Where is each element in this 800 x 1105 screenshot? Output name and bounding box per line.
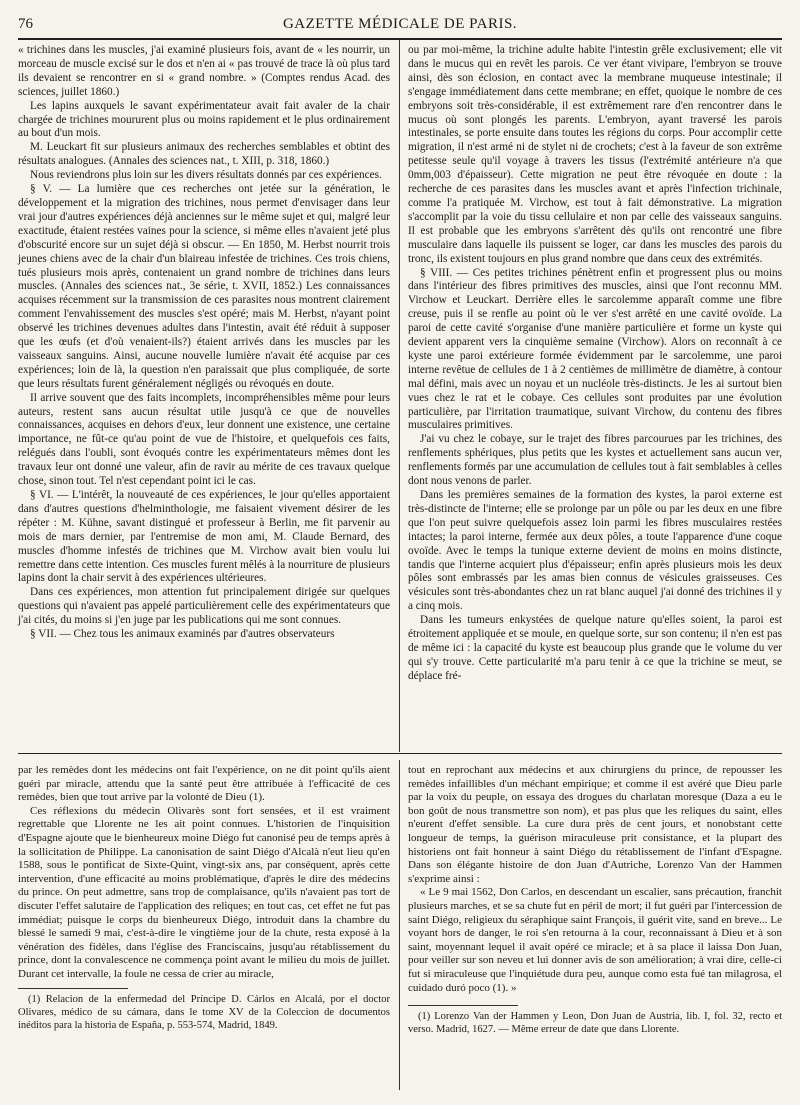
footnote-rule [408,1005,518,1006]
paragraph: Dans ces expériences, mon attention fut principalement dirigée sur quelques questions qui n'avaient pas appelé particulièrement celle des expérimentateurs que j'ai cités, du moins si j'en juge par les publications qui me sont connues. [18,586,390,627]
paragraph: par les remèdes dont les médecins ont fait l'expérience, on ne dit point qu'ils aient guéri par miracle, attendu que la santé peut être attribuée à l'efficacité de ces remèdes, bien que tout arrive par la volonté de Dieu (1). [18,764,390,804]
column-right-upper [408,44,782,684]
paragraph: § V. — La lumière que ces recherches ont jetée sur la génération, le développement et la migration des trichines, nous permet d'envisager dans leur vrai jour d'autres expériences déjà anciennes sur le même sujet et qui, malgré leur exactitude, étaient restées vaines pour la science, si même elles n'avaient jeté plus d'obscurité encore sur un sujet déjà si obscur. — En 1850, M. Herbst nourrit trois jeunes chiens avec de la chair d'un blaireau infestée de trichines. Ces trois chiens, tués plusieurs mois après, contenaient un grand nombre de trichines dans leurs muscles. (Annales des sciences nat., 3e série, t. XVII, 1852.) Les connaissances acquises récemment sur la transmission de ces parasites nous montrent clairement comment l'envahissement des muscles s'est opéré; mais M. Herbst, n'ayant point observé les trichines devenues adultes dans l'intestin, avait été réduit à supposer que les œufs (et d'où venaient-ils?) étaient arrivés dans les muscles par les vaisseaux sanguins. Ainsi, aucune nouvelle lumière n'avait été acquise par ces expériences; loin de là, la question n'en paraissait que plus compliquée, de sorte que leurs résultats furent généralement négligés ou révoqués en doute. [18,183,390,390]
paragraph: Dans les premières semaines de la formation des kystes, la paroi externe est très-distincte de l'interne; elle se prolonge par un pôle ou par les deux en une fibre que l'on peut suivre quelquefois assez loin parmi les fibres musculaires restées intactes; la paroi interne, fermée aux deux pôles, a toute l'apparence d'une coque ovoïde. Avec le temps la tunique externe devient de moins en moins distincte, tandis que l'interne acquiert plus d'épaisseur; enfin après plusieurs mois les deux pôles sont embrassés par les amas bien connus de vésicules graisseuses. Ces vésicules sont très-abondantes chez un rat blanc auquel j'ai donné des trichines il y a cinq mois. [408,489,782,613]
paragraph: Les lapins auxquels le savant expérimentateur avait fait avaler de la chair chargée de trichines moururent plus ou moins rapidement et le plus ordinairement au bout d'un mois. [18,99,390,140]
paragraph: Il arrive souvent que des faits incomplets, incompréhensibles même pour leurs auteurs, restent sans aucun résultat utile jusqu'à ce que de nouvelles connaissances, acquises en dehors d'eux, leur donnent une existence, une certaine importance, ne fût-ce qu'au point de vue de l'histoire, et quelquefois ces faits, relégués dans l'oubli, sont évoqués contre les expérimentateurs mêmes dont les travaux leur ont donné une valeur, afin de ravir au mérite de ces travaux quelque chose, sinon tout. Tel n'est cependant point ici le cas. [18,391,390,488]
footnote-text: (1) Lorenzo Van der Hammen y Leon, Don Juan de Austria, lib. I, fol. 32, recto et verso. Madrid, 1627. — Même erreur de date que dans Llorente. [408,1011,782,1036]
column-right-lower [408,764,782,1036]
column-left-lower [18,764,390,1032]
column-divider [399,40,400,752]
paragraph: M. Leuckart fit sur plusieurs animaux des recherches semblables et obtint des résultats analogues. (Annales des sciences nat., t. XIII, p. 318, 1860.) [18,141,390,168]
paragraph: tout en reprochant aux médecins et aux chirurgiens du prince, de repousser les remèdes infaillibles d'un méchant empirique; et comme il est avéré que Dieu parle par la voix du peuple, on essaya des drogues du charlatan moresque (Daza a eu le bon goût de nous transmettre son nom), et pas plus que les reliques du saint, elles n'eurent d'effet sensible. La cure dura près de cent jours, et nonobstant cette longueur de temps, la guérison miraculeuse prit consistance, et la plupart des historiens ont fait honneur à saint Diégo du rétablissement de l'infant d'Espagne. Dans son élégante histoire de don Juan d'Autriche, Lorenzo Van der Hammen s'exprime ainsi : [408,764,782,885]
paragraph: § VI. — L'intérêt, la nouveauté de ces expériences, le jour qu'elles apportaient dans d'autres questions d'helminthologie, me faisaient vivement désirer de les répéter : M. Kühne, savant distingué et professeur à Berlin, me fit parvenir au mois de mars dernier, par l'entremise de mon ami, M. Claude Bernard, des muscles d'homme infestés de trichines que M. Virchow avait bien voulu lui remettre dans cette intention. Ces muscles furent mêlés à la nourriture de plusieurs lapins dont la chair servit à des expériences ultérieures. [18,489,390,585]
paragraph: « trichines dans les muscles, j'ai examiné plusieurs fois, avant de « les nourrir, un morceau de muscle excisé sur le dos et n'en ai « pas trouvé de trace là où plus tard ils devaient se rencontrer en si « grand nombre. » (Comptes rendus Acad. des sciences, juillet 1860.) [18,44,390,98]
footnote-text: (1) Relacion de la enfermedad del Príncipe D. Cárlos en Alcalá, por el doctor Olivares, médico de su cámara, dans le tome XV de la Coleccion de documentos inéditos para la historia de España, p. 553-574, Madrid, 1849. [18,993,390,1031]
paragraph: Dans les tumeurs enkystées de quelque nature qu'elles soient, la paroi est étroitement appliquée et se moule, en quelque sorte, sur son contenu; il n'en est pas de même ici : la capacité du kyste est beaucoup plus grande que le volume du ver qui s'y trouve. Cette particularité m'a paru tenir à ce que la trichine se meut, se déplace fré- [408,614,782,682]
footnote [18,993,390,1032]
footnote [408,1010,782,1036]
column-divider-lower [399,760,400,1090]
journal-title: GAZETTE MÉDICALE DE PARIS. [282,16,518,32]
paragraph: Nous reviendrons plus loin sur les divers résultats donnés par ces expériences. [30,169,382,182]
header-rule [18,38,782,40]
page-header [18,14,782,36]
section-rule [18,753,782,754]
paragraph: § VIII. — Ces petites trichines pénètrent enfin et progressent plus ou moins dans l'intérieur des fibres primitives des muscles, ainsi que l'ont reconnu MM. Virchow et Leuckart. Derrière elles le sarcolemme apparaît comme une fibre creuse, puis il se renfle au point où le ver s'est arrêté en une cavité ovoïde. La paroi de cette cavité s'organise d'une manière particulière et forme un kyste qui devient apparent vers la cinquième semaine (Virchow). Alors on reconnaît à ce kyste une paroi extérieure formée évidemment par le sarcolemme, une paroi interne revêtue de cellules de 1 à 2 centièmes de millimètre de diamètre, à contour mal défini, mais avec un noyau et un nucléole très-distincts. Je les ai surtout bien vues chez le rat et le cobaye. Ces cellules sont produites par une évolution particulière, par l'irritation traumatique, suivant Virchow, du contenu des fibres musculaires primitives. [408,266,782,432]
quotation: « Le 9 mai 1562, Don Carlos, en descendant un escalier, sans précaution, franchit plusieurs marches, et se sa chute fut en péril de mort; il fut guéri par l'intercession de saint Diégo, religieux du séraphique saint François, il guérit vite, sand en breve... Le voyant hors de danger, le roi s'en retourna à la cour, reconnaissant à Dieu et à son saint, moyennant lequel il avait opéré ce miracle; et à sa place il laissa Don Juan, pour veiller sur son neveu et lui donner avis de son amélioration; à vrai dire, celle-ci fut si miraculeuse que l'inquiétude dura peu, aunque como esta fué tan milagrosa, el cuidado duró poco (1). » [408,886,782,994]
paragraph: J'ai vu chez le cobaye, sur le trajet des fibres parcourues par les trichines, des renflements sphériques, plus petits que les kystes et actuellement sans aucun ver, renflements formés par une accumulation de cellules tout à fait semblables à celles dont nous venons de parler. [408,433,782,488]
column-left-upper [18,44,390,642]
paragraph: § VII. — Chez tous les animaux examinés par d'autres observateurs [30,628,335,641]
page-number: 76 [18,16,33,32]
footnote-rule [18,988,128,989]
paragraph: ou par moi-même, la trichine adulte habite l'intestin grêle exclusivement; elle vit dans le mucus qui en revêt les parois. Ce ver étant vivipare, l'embryon se trouve ainsi, dès son éclosion, en contact avec la membrane muqueuse intestinale; il s'engage immédiatement dans cette membrane; en effet, quoique le nombre de ces embryons soit très-considérable, il est extrêmement rare d'en rencontrer dans le mucus où sont plongés les parents. L'embryon, ayant traversé les parois intestinales, se porte ensuite dans toutes les régions du corps. Pour accomplir cette migration, il n'est armé ni de stylet ni de crochets; c'est à la faveur de son extrême petitesse seule qu'il voyage à travers les tissus (l'extrémité antérieure n'a que 0mm,003 d'épaisseur). Cette migration ne peut être révoquée en doute : la recherche de ces parasites dans les muscles avant et après l'infection trichinale, comme l'a pratiquée M. Virchow, est tout à fait démonstrative. La migration s'accomplit par la voie du tissu cellulaire et non par celle des vaisseaux sanguins. Il est probable que les embryons s'arrêtent dès qu'ils ont rencontré une fibre musculaire dans laquelle ils puissent se loger, car dans les muscles des parois du tronc, ils existent toujours en plus grand nombre que dans ceux des extrémités. [408,44,782,265]
paragraph: Ces réflexions du médecin Olivarès sont fort sensées, et il est vraiment regrettable que Llorente ne les ait point connues. L'historien de l'inquisition d'Espagne ajoute que le bienheureux moine Diégo fut canonisé peu de temps après à la sollicitation de Philippe. La canonisation de saint Diégo d'Alcalà n'eut lieu qu'en 1588, sous le pontificat de Sixte-Quint, vingt-six ans, par conséquent, après cette intervention, d'une efficacité au moins problématique, d'après le dire des médecins du prince. On peut admettre, sans trop de complaisance, qu'ils n'avaient pas tort de discuter l'effet salutaire de l'application des reliques; en tout cas, cet effet ne fut pas immédiat; puisque le corps du bienheureux Diégo, introduit dans la chambre du blessé le samedi 9 mai, c'est-à-dire le vingtième jour de la chute, resta exposé à la vénération des fidèles, dans l'église des Franciscains, jusqu'au rétablissement du prince, dont la convalescence ne commença point avant le milieu du mois de juillet. Durant cet intervalle, la foule ne cessa de crier au miracle, [18,804,390,980]
